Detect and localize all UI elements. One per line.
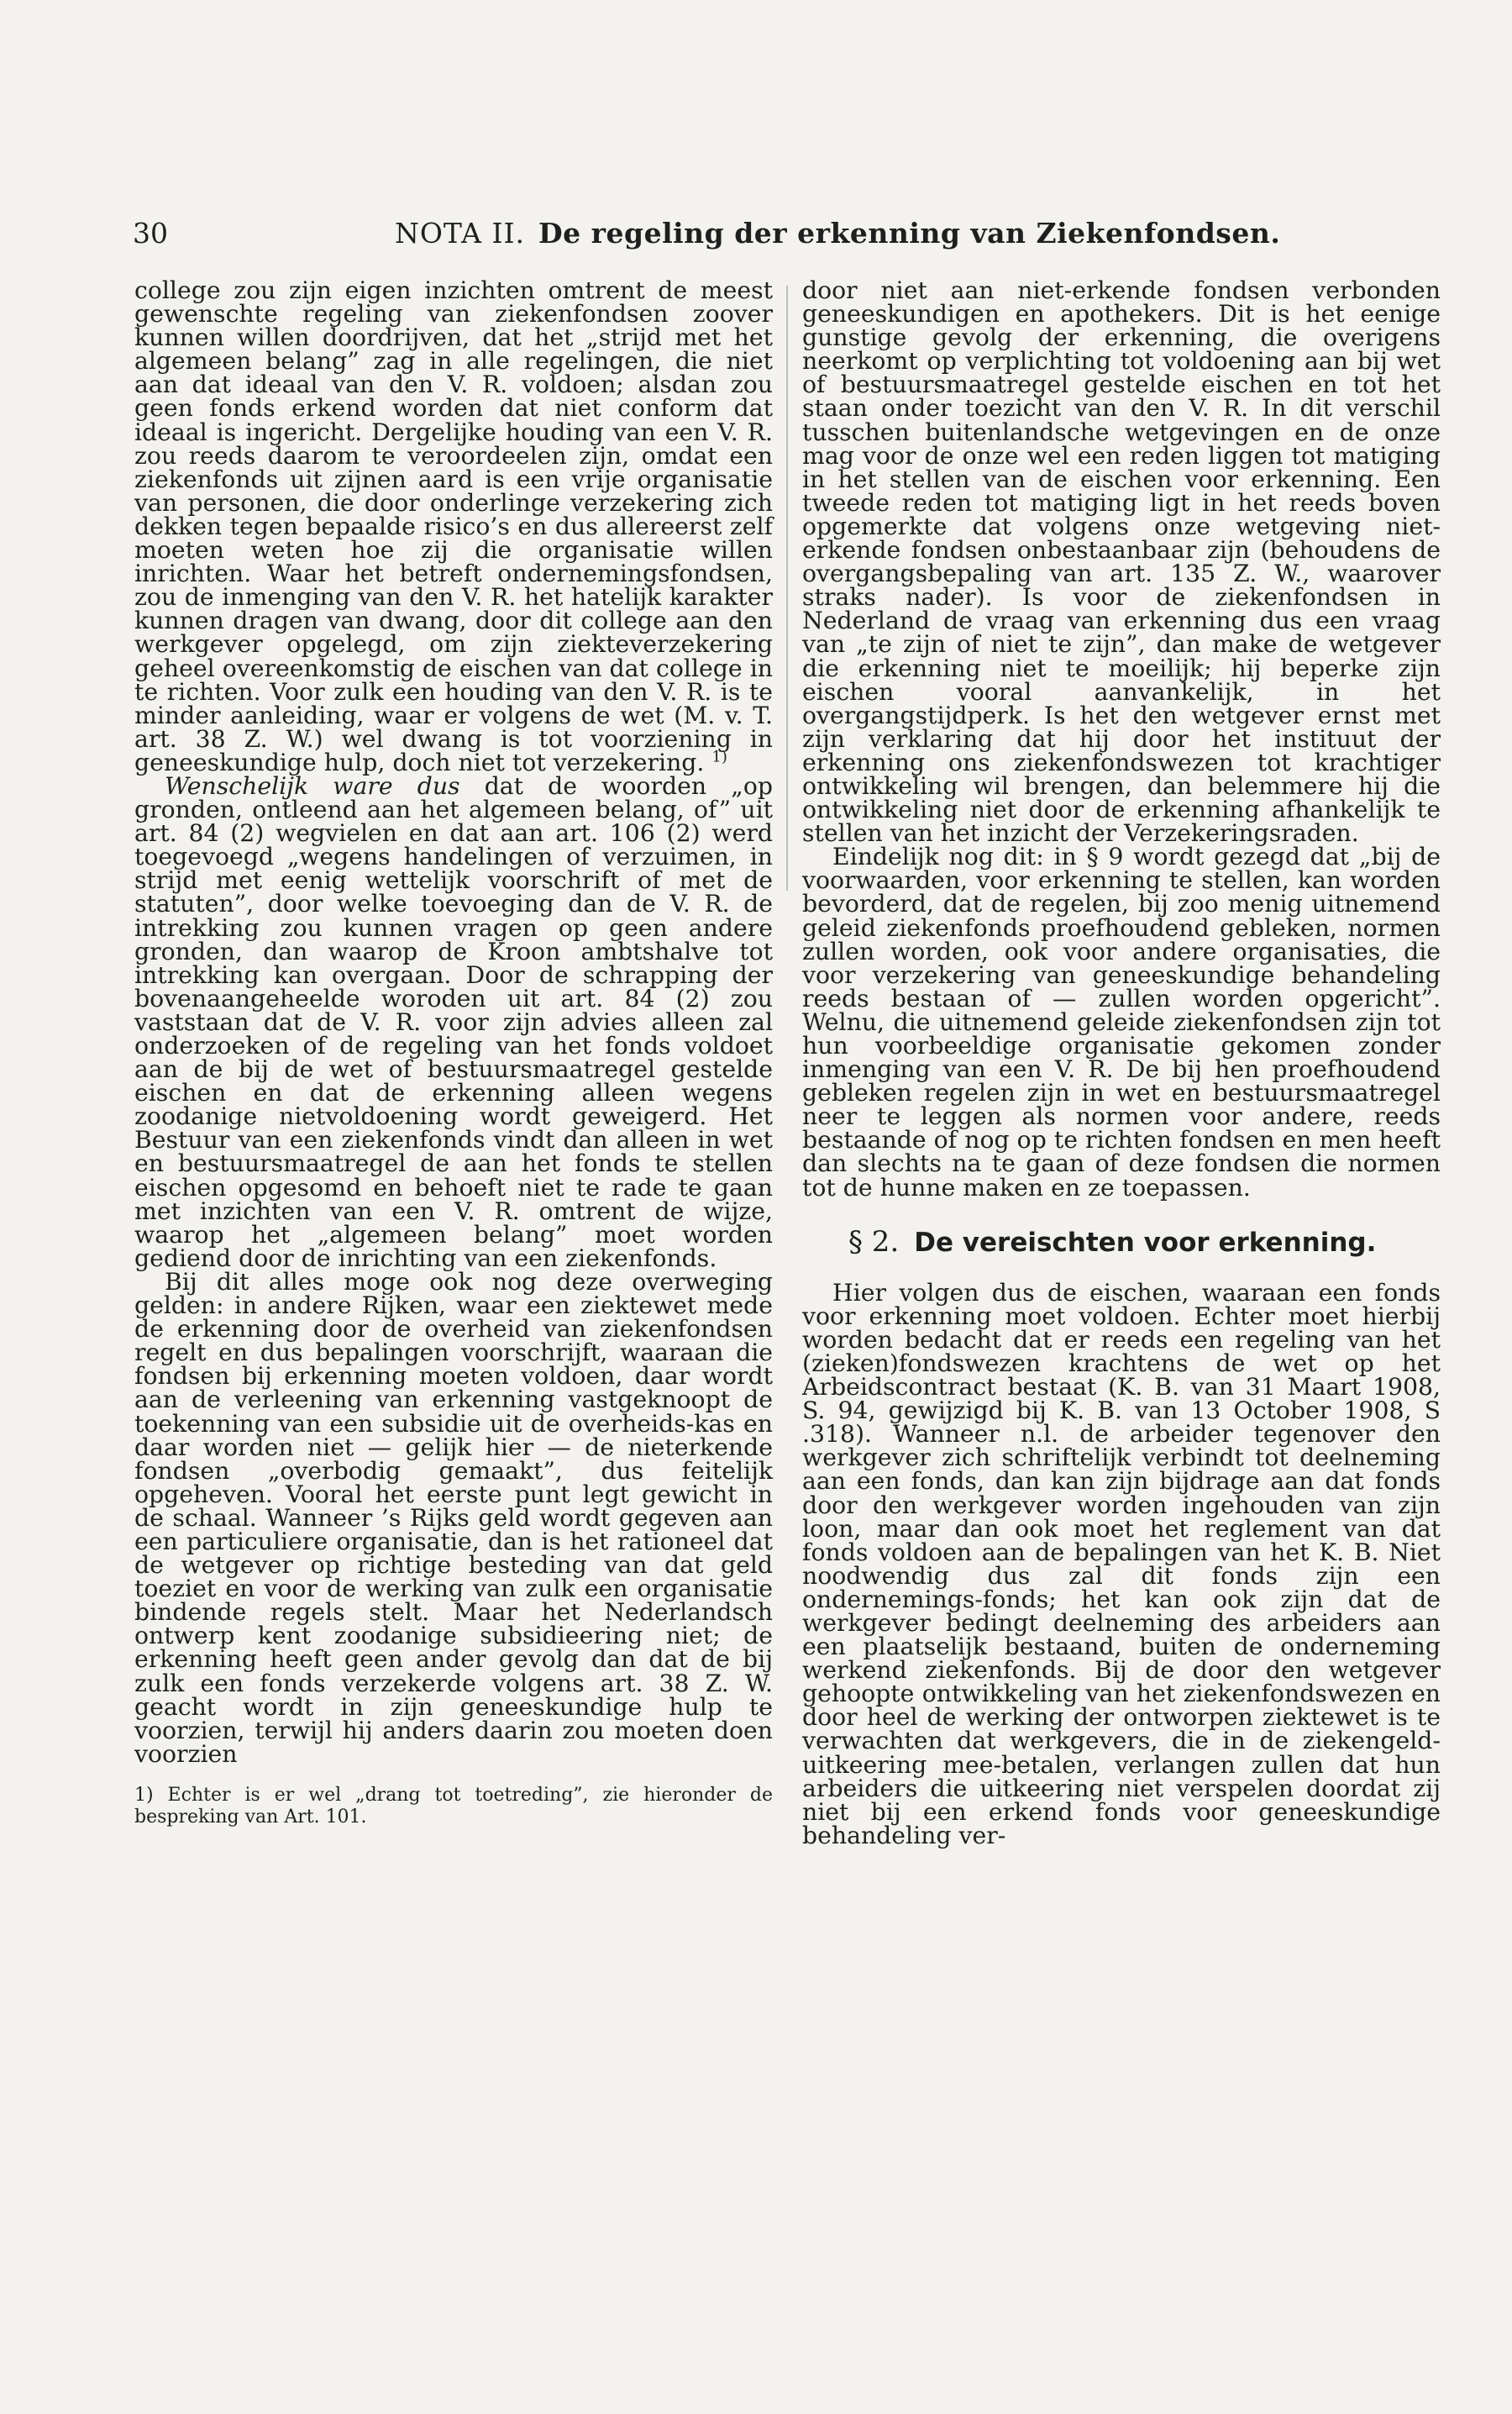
running-head-title xyxy=(395,217,1280,250)
page-number: 30 xyxy=(133,217,168,250)
paragraph xyxy=(134,276,773,776)
paragraph xyxy=(134,771,773,1272)
paragraph: Hier volgen dus de eischen, waaraan een fonds voor erkenning moet voldoen. Echter moet hierbij worden bedacht dat er reeds een regeling van het (zieken)fondswezen krachtens de wet op het Arbeidscontract bestaat (K. B. van 31 Maart 1908, S. 94, gewijzigd bij K. B. van 13 October 1908, S .318). Wanneer n.l. de arbeider tegenover den werkgever zich schriftelijk verbindt tot deelneming aan een fonds, dan kan zijn bijdrage aan dat fonds door den werkgever worden ingehouden van zijn loon, maar dan ook moet het reglement van dat fonds voldoen aan de bepalingen van het K. B. Niet noodwendig dus zal dit fonds zijn een ondernemings-fonds; het kan ook zijn dat de werkgever bedingt deelneming des arbeiders aan een plaatselijk bestaand, buiten de onderneming werkend ziekenfonds. Bij de door den wetgever gehoopte ontwikkeling van het ziekenfondswezen en door heel de werking der ontworpen ziektewet is te verwachten dat werkgevers, die in de ziekengeld-uitkeering mee-betalen, verlangen zullen dat hun arbeiders die uitkeering niet verspelen doordat zij niet bij een erkend fonds voor geneeskundige behandeling ver- xyxy=(802,1278,1441,1849)
chapter-title: De regeling der erkenning van Ziekenfondsen. xyxy=(538,217,1281,250)
left-column xyxy=(134,276,773,1828)
footnote-reference: 1) xyxy=(711,748,727,766)
italic-phrase: Wenschelijk ware dus xyxy=(165,771,460,800)
section-heading xyxy=(802,1225,1441,1260)
footnote: 1) Echter is er wel „drang tot toetreding”, zie hieronder de bespreking van Art. 101. xyxy=(134,1784,773,1828)
section-title: De vereischten voor erkenning. xyxy=(914,1227,1377,1258)
paragraph: Bij dit alles moge ook nog deze overweging gelden: in andere Rijken, waar een ziektewet mede de erkenning door de overheid van ziekenfondsen regelt en dus bepalingen voorschrijft, waaraan die fondsen bij erkenning moeten voldoen, daar wordt aan de verleening van erkenning vastgeknoopt de toekenning van een subsidie uit de overheids-kas en daar worden niet — gelijk hier — de nieterkende fondsen „overbodig gemaakt”, dus feitelijk opgeheven. Vooral het eerste punt legt gewicht in de schaal. Wanneer ’s Rijks geld wordt gegeven aan een particuliere organisatie, dan is het rationeel dat de wetgever op richtige besteding van dat geld toeziet en voor de werking van zulk een organisatie bindende regels stelt. Maar het Nederlandsch ontwerp kent zoodanige subsidieering niet; de erkenning heeft geen ander gevolg dan dat de bij zulk een fonds verzekerde volgens art. 38 Z. W. geacht wordt in zijn geneeskundige hulp te voorzien, terwijl hij anders daarin zou moeten doen voorzien xyxy=(134,1267,773,1768)
column-rule xyxy=(786,286,788,891)
paragraph: Eindelijk nog dit: in § 9 wordt gezegd dat „bij de voorwaarden, voor erkenning te stellen, kan worden bevorderd, dat de regelen, bij zoo menig uitnemend geleid ziekenfonds proefhoudend gebleken, normen zullen worden, ook voor andere organisaties, die voor verzekering van geneeskundige behandeling reeds bestaan of — zullen worden opgericht”. Welnu, die uitnemend geleide ziekenfondsen zijn tot hun voorbeeldige organisatie gekomen zonder inmenging van een V. R. De bij hen proefhoudend gebleken regelen zijn in wet en bestuursmaatregel neer te leggen als normen voor andere, reeds bestaande of nog op te richten fondsen en men heeft dan slechts na te gaan of deze fondsen die normen tot de hunne maken en ze toepassen. xyxy=(802,843,1441,1202)
running-header xyxy=(133,217,1281,259)
paragraph: door niet aan niet-erkende fondsen verbonden geneeskundigen en apothekers. Dit is het eenige gunstige gevolg der erkenning, die overigens neerkomt op verplichting tot voldoening aan bij wet of bestuursmaatregel gestelde eischen en tot het staan onder toezicht van den V. R. In dit verschil tusschen buitenlandsche wetgevingen en de onze mag voor de onze wel een reden liggen tot matiging in het stellen van de eischen voor erkenning. Een tweede reden tot matiging ligt in het reeds boven opgemerkte dat volgens onze wetgeving niet-erkende fondsen onbestaanbaar zijn (behoudens de overgangsbepaling van art. 135 Z. W., waarover straks nader). Is voor de ziekenfondsen in Nederland de vraag van erkenning dus een vraag van „te zijn of niet te zijn”, dan make de wetgever die erkenning niet te moeilijk; hij beperke zijn eischen vooral aanvankelijk, in het overgangstijdperk. Is het den wetgever ernst met zijn verklaring dat hij door het instituut der erkenning ons ziekenfondswezen tot krachtiger ontwikkeling wil brengen, dan belemmere hij die ontwikkeling niet door de erkenning afhankelijk te stellen van het inzicht der Verzekeringsraden. xyxy=(802,276,1441,848)
section-number: § 2. xyxy=(848,1224,900,1259)
paragraph-text: college zou zijn eigen inzichten omtrent de meest gewenschte regeling van ziekenfondsen zoover kunnen willen doordrijven, dat het „strijd met het algemeen belang” zag in alle regelingen, die niet aan dat ideaal van den V. R. voldoen; alsdan zou geen fonds erkend worden dat niet conform dat ideaal is ingericht. Dergelijke houding van een V. R. zou reeds daarom te veroordeelen zijn, omdat een ziekenfonds uit zijnen aard is een vrije organisatie van personen, die door onderlinge verzekering zich dekken tegen bepaalde risico’s en dus allereerst zelf moeten weten hoe zij die organisatie willen inrichten. Waar het betreft ondernemingsfondsen, zou de inmenging van den V. R. het hatelijk karakter kunnen dragen van dwang, door dit college aan den werkgever opgelegd, om zijn ziekteverzekering geheel overeenkomstig de eischen van dat college in te richten. Voor zulk een houding van den V. R. is te minder aanleiding, waar er volgens de wet (M. v. T. art. 38 Z. W.) wel dwang is tot voorziening in geneeskundige hulp, doch niet tot verzekering. xyxy=(134,276,773,776)
right-column xyxy=(802,276,1441,1849)
nota-label: NOTA II. xyxy=(395,217,526,250)
paragraph-text: dat de woorden „op gronden, ontleend aan het algemeen belang, of” uit art. 84 (2) wegvielen en dat aan art. 106 (2) werd toegevoegd „wegens handelingen of verzuimen, in strijd met eenig wettelijk voorschrift of met de statuten”, door welke toevoeging dan de V. R. de intrekking zou kunnen vragen op geen andere gronden, dan waarop de Kroon ambtshalve tot intrekking kan overgaan. Door de schrapping der bovenaangeheelde woroden uit art. 84 (2) zou vaststaan dat de V. R. voor zijn advies alleen zal onderzoeken of de regeling van het fonds voldoet aan de bij de wet of bestuursmaatregel gestelde eischen en dat de erkenning alleen wegens zoodanige nietvoldoening wordt geweigerd. Het Bestuur van een ziekenfonds vindt dan alleen in wet en bestuursmaatregel de aan het fonds te stellen eischen opgesomd en behoeft niet te rade te gaan met inzichten van een V. R. omtrent de wijze, waarop het „algemeen belang” moet worden gediend door de inrichting van een ziekenfonds. xyxy=(134,771,773,1272)
